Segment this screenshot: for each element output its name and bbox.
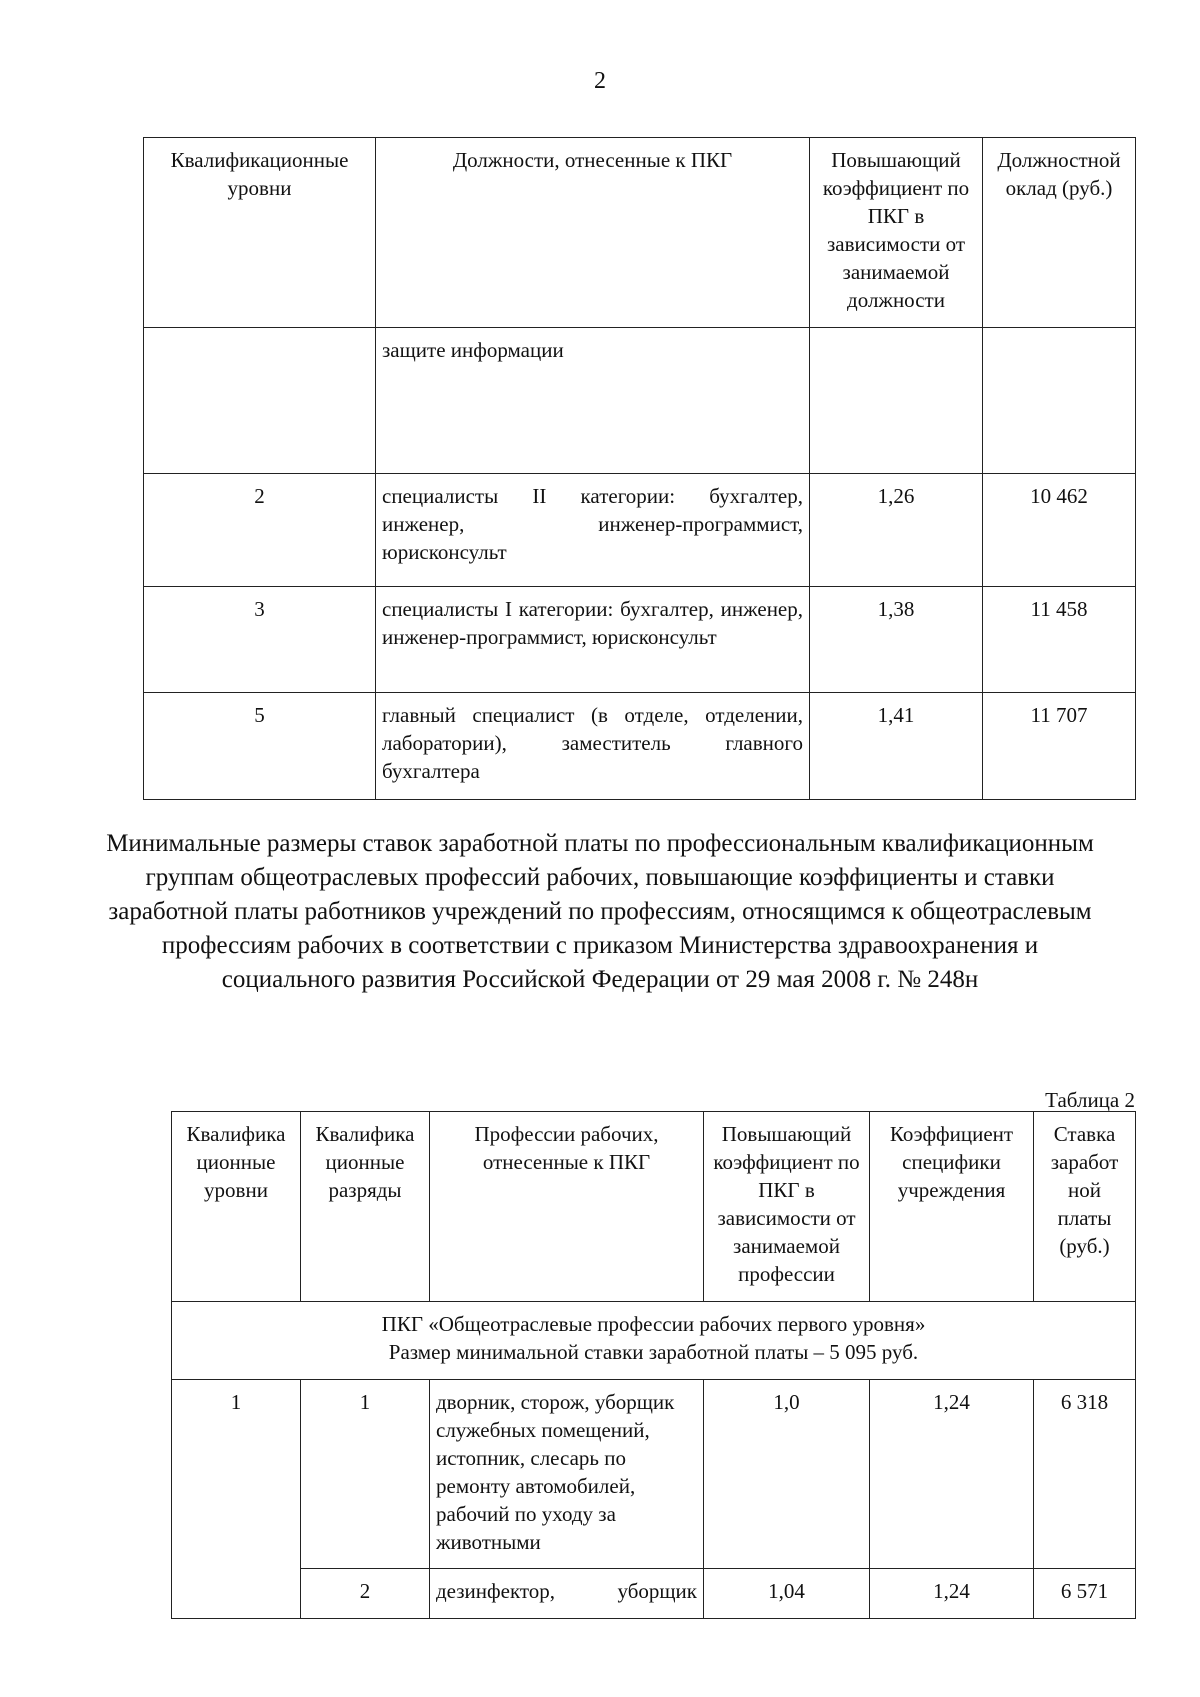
header-qualification-grades: Квалифика ционные разряды	[301, 1112, 430, 1302]
row-grade: 2	[301, 1569, 430, 1619]
page-number: 2	[594, 68, 606, 94]
table-row	[144, 328, 1136, 474]
row-professions: дезинфектор, уборщик	[430, 1569, 704, 1619]
table-row	[144, 474, 1136, 587]
row-specific-coefficient: 1,24	[870, 1380, 1034, 1569]
row-positions: специалисты I категории: бухгалтер, инженер, инженер-программист, юрисконсульт	[376, 587, 810, 693]
row-coefficient: 1,26	[810, 474, 983, 587]
header-salary: Должностной оклад (руб.)	[983, 138, 1136, 328]
row-level: 1	[172, 1380, 301, 1619]
row-salary: 11 458	[983, 587, 1136, 693]
header-coefficient: Повышающий коэффициент по ПКГ в зависимости от занимаемой профессии	[704, 1112, 870, 1302]
row-coefficient: 1,41	[810, 693, 983, 800]
group-subtitle: Размер минимальной ставки заработной платы – 5 095 руб.	[388, 1340, 919, 1364]
group-title: ПКГ «Общеотраслевые профессии рабочих первого уровня»	[381, 1312, 926, 1336]
row-rate: 6 571	[1034, 1569, 1136, 1619]
row-positions: специалисты II категории: бухгалтер, инженер, инженер-программист, юрисконсульт	[376, 474, 810, 587]
row-level: 2	[144, 474, 376, 587]
row-positions: главный специалист (в отделе, отделении, лаборатории), заместитель главного бухгалтера	[376, 693, 810, 800]
header-professions: Профессии рабочих, отнесенные к ПКГ	[430, 1112, 704, 1302]
header-specific-coefficient: Коэффициент специфики учреждения	[870, 1112, 1034, 1302]
row-grade: 1	[301, 1380, 430, 1569]
table-header-row	[172, 1112, 1136, 1302]
header-qualification-levels: Квалифика ционные уровни	[172, 1112, 301, 1302]
continuation-text: защите информации	[376, 328, 810, 474]
row-professions: дворник, сторож, уборщик служебных помещений, истопник, слесарь по ремонту автомобилей, рабочий по уходу за животными	[430, 1380, 704, 1569]
table-row	[172, 1380, 1136, 1569]
header-coefficient: Повышающий коэффициент по ПКГ в зависимости от занимаемой должности	[810, 138, 983, 328]
row-level: 5	[144, 693, 376, 800]
header-qualification-levels: Квалификационные уровни	[144, 138, 376, 328]
section-title: Минимальные размеры ставок заработной платы по профессиональным квалификационным группам общеотраслевых профессий рабочих, повышающие коэффициенты и ставки заработной платы работников учреждений по профессиям, относящимся к общеотраслевым профессиям рабочих в соответствии с приказом Министерства здравоохранения и социального развития Российской Федерации от 29 мая 2008 г. № 248н	[106, 830, 1094, 993]
worker-rates-table	[171, 1111, 1136, 1619]
row-salary: 11 707	[983, 693, 1136, 800]
positions-table	[143, 137, 1136, 800]
row-level: 3	[144, 587, 376, 693]
table-row	[144, 587, 1136, 693]
table-row	[144, 693, 1136, 800]
row-coefficient: 1,04	[704, 1569, 870, 1619]
table-header-row	[144, 138, 1136, 328]
table-caption: Таблица 2	[1045, 1088, 1135, 1112]
row-salary: 10 462	[983, 474, 1136, 587]
row-specific-coefficient: 1,24	[870, 1569, 1034, 1619]
row-coefficient: 1,38	[810, 587, 983, 693]
header-rate: Ставка заработ ной платы (руб.)	[1034, 1112, 1136, 1302]
group-row	[172, 1302, 1136, 1380]
header-positions: Должности, отнесенные к ПКГ	[376, 138, 810, 328]
row-rate: 6 318	[1034, 1380, 1136, 1569]
row-coefficient: 1,0	[704, 1380, 870, 1569]
table-row	[172, 1569, 1136, 1619]
